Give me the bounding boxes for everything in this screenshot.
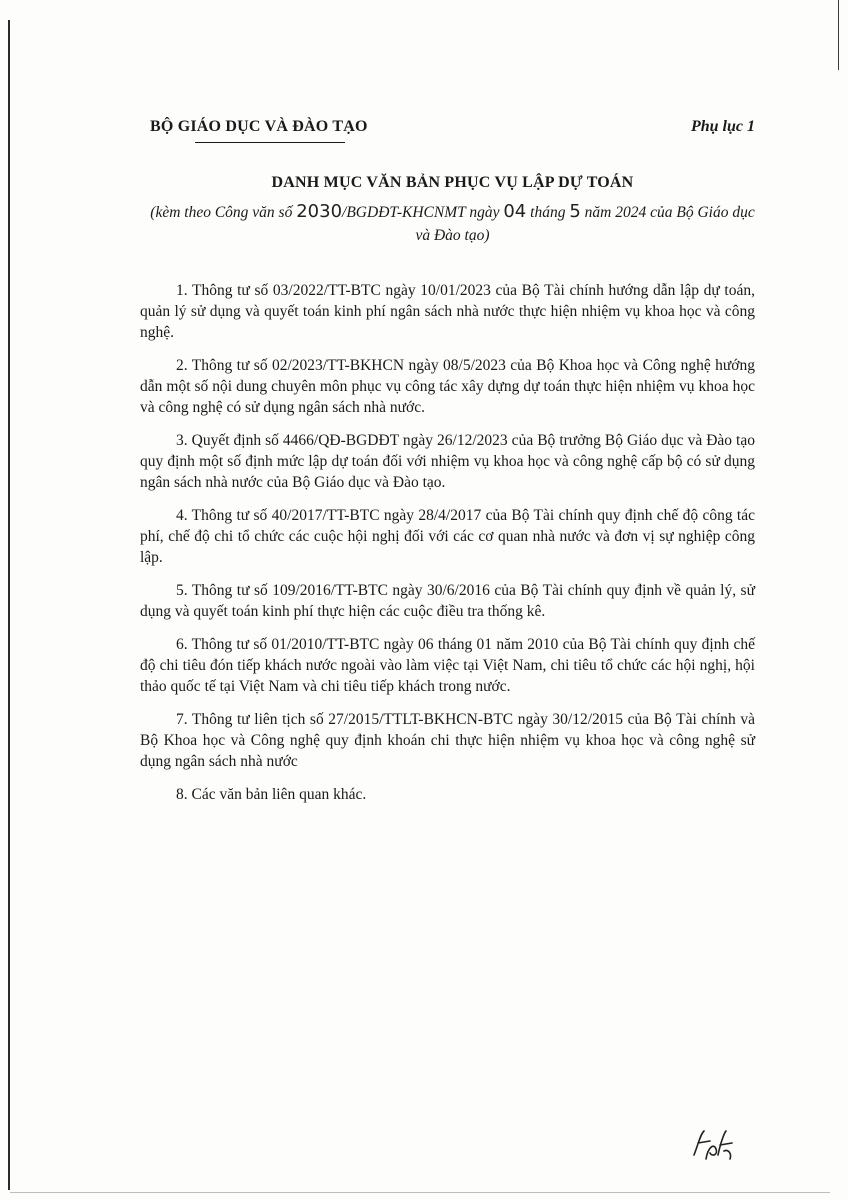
subtitle-part-1: (kèm theo Công văn số [150,204,297,221]
appendix-label: Phụ lục 1 [690,118,755,135]
list-item-2: 2. Thông tư số 02/2023/TT-BKHCN ngày 08/5/2023 của Bộ Khoa học và Công nghệ hướng dẫn một số nội dung chuyên môn phục vụ công tác xây dựng dự toán thực hiện nhiệm vụ khoa học và công nghệ có sử dụng ngân sách nhà nước. [140,357,755,416]
list-item-4: 4. Thông tư số 40/2017/TT-BTC ngày 28/4/2017 của Bộ Tài chính quy định chế độ công tác phí, chế độ chi tổ chức các cuộc hội nghị đối với các cơ quan nhà nước và đơn vị sự nghiệp công lập. [140,507,755,566]
scan-right-edge [838,0,839,70]
list-item-5: 5. Thông tư số 109/2016/TT-BTC ngày 30/6/2016 của Bộ Tài chính quy định về quản lý, sử dụng và quyết toán kinh phí thực hiện các cuộc điều tra thống kê. [140,582,755,620]
list-item-7: 7. Thông tư liên tịch số 27/2015/TTLT-BKHCN-BTC ngày 30/12/2015 của Bộ Tài chính và Bộ Khoa học và Công nghệ quy định khoán chi thực hiện nhiệm vụ khoa học và công nghệ sử dụng ngân sách nhà nước [140,711,755,770]
list-item-6: 6. Thông tư số 01/2010/TT-BTC ngày 06 tháng 01 năm 2010 của Bộ Tài chính quy định chế độ chi tiêu đón tiếp khách nước ngoài vào làm việc tại Việt Nam, chi tiêu tổ chức các hội nghị, hội thảo quốc tế tại Việt Nam và chi tiêu tiếp khách trong nước. [140,636,755,695]
subtitle-part-3: tháng [526,204,570,221]
agency-underline [195,142,345,143]
subtitle-part-2: /BGDĐT-KHCNMT ngày [342,204,504,221]
list-item-1: 1. Thông tư số 03/2022/TT-BTC ngày 10/01/2023 của Bộ Tài chính hướng dẫn lập dự toán, quản lý sử dụng và quyết toán kinh phí ngân sách nhà nước thực hiện nhiệm vụ khoa học và công nghệ. [140,282,755,341]
document-list [140,280,755,817]
list-item-8: 8. Các văn bản liên quan khác. [176,786,367,803]
subtitle-part-4: năm 2024 của Bộ Giáo dục và Đào tạo) [415,204,755,244]
handwritten-doc-number: 2030 [296,201,343,222]
document-header [150,118,755,142]
handwritten-month: 5 [569,201,581,222]
scan-bottom-edge [10,1192,830,1193]
issuing-agency: BỘ GIÁO DỤC VÀ ĐÀO TẠO [150,118,368,135]
handwritten-day: 04 [503,201,527,222]
document-title: DANH MỤC VĂN BẢN PHỤC VỤ LẬP DỰ TOÁN [271,174,634,191]
scan-left-edge [8,20,10,1190]
document-subtitle [150,200,755,247]
list-item-3: 3. Quyết định số 4466/QĐ-BGDĐT ngày 26/12/2023 của Bộ trưởng Bộ Giáo dục và Đào tạo quy định một số định mức lập dự toán đối với nhiệm vụ khoa học và công nghệ cấp bộ có sử dụng ngân sách nhà nước của Bộ Giáo dục và Đào tạo. [140,432,755,491]
initials-signature-icon [688,1125,736,1165]
